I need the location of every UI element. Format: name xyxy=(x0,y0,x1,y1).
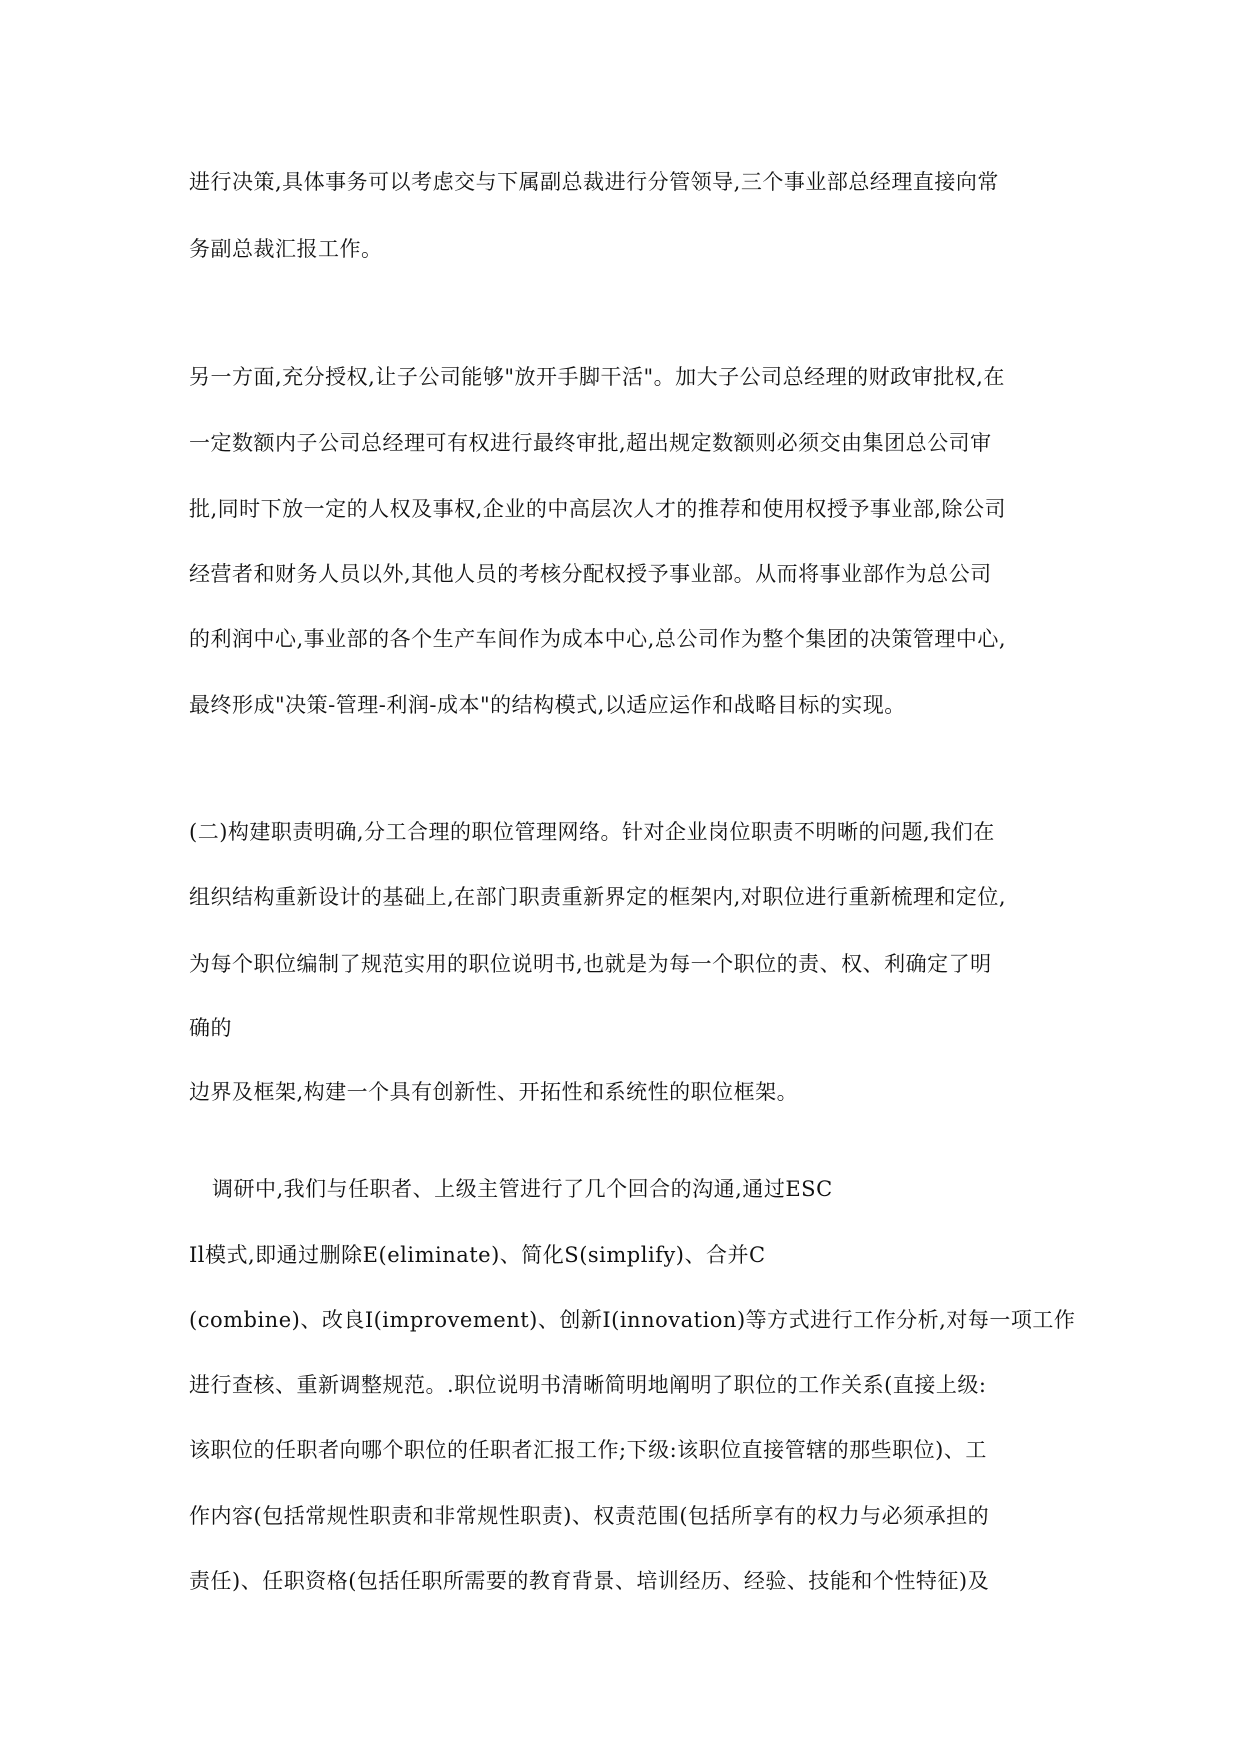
text-line: 为每个职位编制了规范实用的职位说明书,也就是为每一个职位的责、权、利确定了明 xyxy=(189,952,992,976)
text-line: 作内容(包括常规性职责和非常规性职责)、权责范围(包括所享有的权力与必须承担的 xyxy=(189,1504,990,1528)
text-line: 调研中,我们与任职者、上级主管进行了几个回合的沟通,通过ESC xyxy=(212,1177,833,1201)
text-line: 进行决策,具体事务可以考虑交与下属副总裁进行分管领导,三个事业部总经理直接向常 xyxy=(189,170,999,194)
text-line: Il模式,即通过删除E(eliminate)、简化S(simplify)、合并C xyxy=(189,1243,766,1267)
text-line: 边界及框架,构建一个具有创新性、开拓性和系统性的职位框架。 xyxy=(189,1080,799,1104)
text-line: 该职位的任职者向哪个职位的任职者汇报工作;下级:该职位直接管辖的那些职位)、工 xyxy=(189,1438,987,1462)
text-line: 最终形成"决策-管理-利润-成本"的结构模式,以适应运作和战略目标的实现。 xyxy=(189,693,906,717)
text-line: (combine)、改良I(improvement)、创新I(innovation)等方式进行工作分析,对每一项工作 xyxy=(189,1308,1076,1332)
text-line: 经营者和财务人员以外,其他人员的考核分配权授予事业部。从而将事业部作为总公司 xyxy=(189,562,992,586)
text-line: 的利润中心,事业部的各个生产车间作为成本中心,总公司作为整个集团的决策管理中心, xyxy=(189,627,1007,651)
text-line: 确的 xyxy=(189,1016,232,1040)
text-line: (二)构建职责明确,分工合理的职位管理网络。针对企业岗位职责不明晰的问题,我们在 xyxy=(189,820,995,844)
text-line: 另一方面,充分授权,让子公司能够"放开手脚干活"。加大子公司总经理的财政审批权,在 xyxy=(189,365,1005,389)
text-line: 进行查核、重新调整规范。.职位说明书清晰简明地阐明了职位的工作关系(直接上级: xyxy=(189,1373,987,1397)
text-line: 务副总裁汇报工作。 xyxy=(189,237,383,261)
text-line: 一定数额内子公司总经理可有权进行最终审批,超出规定数额则必须交由集团总公司审 xyxy=(189,431,992,455)
text-line: 组织结构重新设计的基础上,在部门职责重新界定的框架内,对职位进行重新梳理和定位, xyxy=(189,885,1007,909)
text-line: 批,同时下放一定的人权及事权,企业的中高层次人才的推荐和使用权授予事业部,除公司 xyxy=(189,497,1007,521)
text-line: 责任)、任职资格(包括任职所需要的教育背景、培训经历、经验、技能和个性特征)及 xyxy=(189,1569,990,1593)
